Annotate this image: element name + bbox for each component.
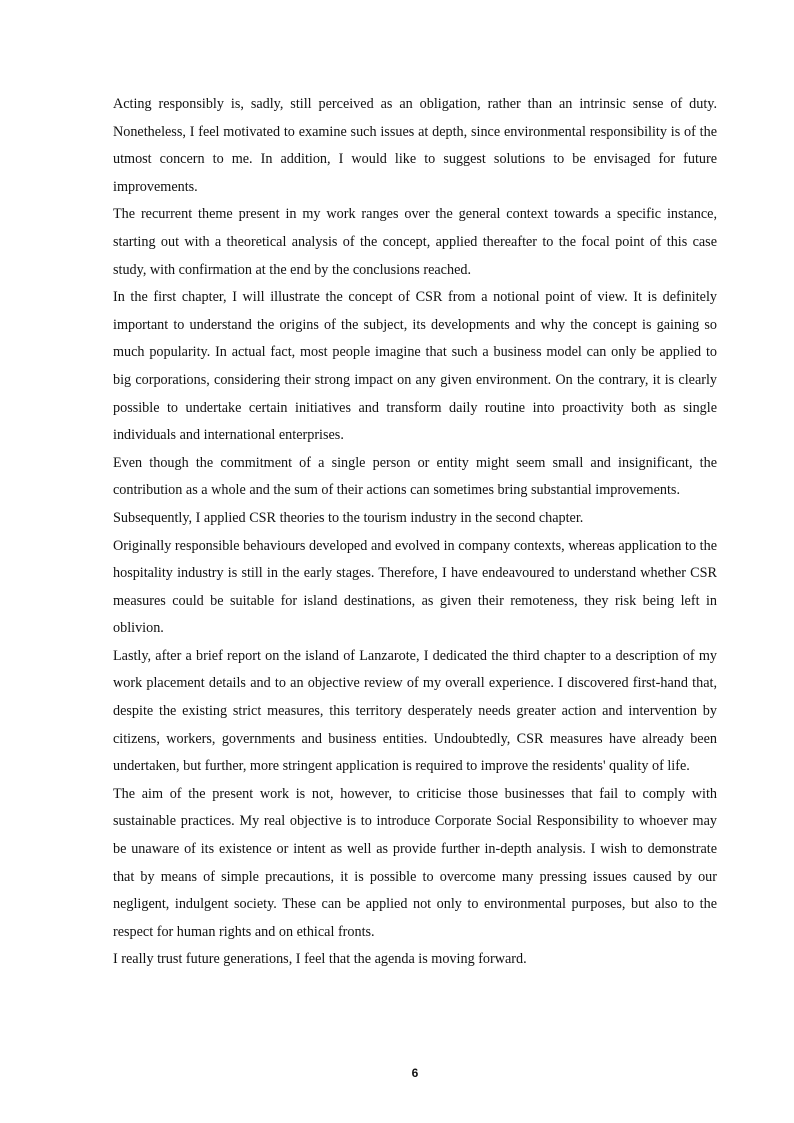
paragraph: Even though the commitment of a single person or entity might seem small and insignificant, the contribution as a whole and the sum of their actions can sometimes bring substantial improvements. <box>113 454 717 499</box>
paragraph: Originally responsible behaviours developed and evolved in company contexts, whereas application to the hospitality industry is still in the early stages. Therefore, I have endeavoured to understand whether CSR measures could be suitable for island destinations, as given their remoteness, they risk being left in oblivion. <box>113 537 717 637</box>
page-number: 6 <box>411 1066 419 1080</box>
body-text <box>113 91 717 974</box>
paragraph: Acting responsibly is, sadly, still perceived as an obligation, rather than an intrinsic sense of duty. Nonetheless, I feel motivated to examine such issues at depth, since environmental responsibility is of the utmost concern to me. In addition, I would like to suggest solutions to be envisaged for future improvements. <box>113 96 717 195</box>
paragraph: Lastly, after a brief report on the island of Lanzarote, I dedicated the third chapter to a description of my work placement details and to an objective review of my overall experience. I discovered first-hand that, despite the existing strict measures, this territory desperately needs greater action and intervention by citizens, workers, governments and business entities. Undoubtedly, CSR measures have already been undertaken, but further, more stringent application is required to improve the residents' quality of life. <box>113 647 717 775</box>
paragraph: The recurrent theme present in my work ranges over the general context towards a specific instance, starting out with a theoretical analysis of the concept, applied thereafter to the focal point of this case study, with confirmation at the end by the conclusions reached. <box>113 206 717 278</box>
paragraph: I really trust future generations, I feel that the agenda is moving forward. <box>113 951 527 968</box>
paragraph: The aim of the present work is not, however, to criticise those businesses that fail to comply with sustainable practices. My real objective is to introduce Corporate Social Responsibility to whoever may be unaware of its existence or intent as well as provide further in-depth analysis. I wish to demonstrate that by means of simple precautions, it is possible to overcome many pressing issues caused by our negligent, indulgent society. These can be applied not only to environmental purposes, but also to the respect for human rights and on ethical fronts. <box>113 785 717 940</box>
paragraph: Subsequently, I applied CSR theories to the tourism industry in the second chapter. <box>113 509 584 526</box>
paragraph: In the first chapter, I will illustrate the concept of CSR from a notional point of view. It is definitely important to understand the origins of the subject, its developments and why the concept is gaining so much popularity. In actual fact, most people imagine that such a business model can only be applied to big corporations, considering their strong impact on any given environment. On the contrary, it is clearly possible to undertake certain initiatives and transform daily routine into proactivity both as single individuals and international enterprises. <box>113 289 717 444</box>
